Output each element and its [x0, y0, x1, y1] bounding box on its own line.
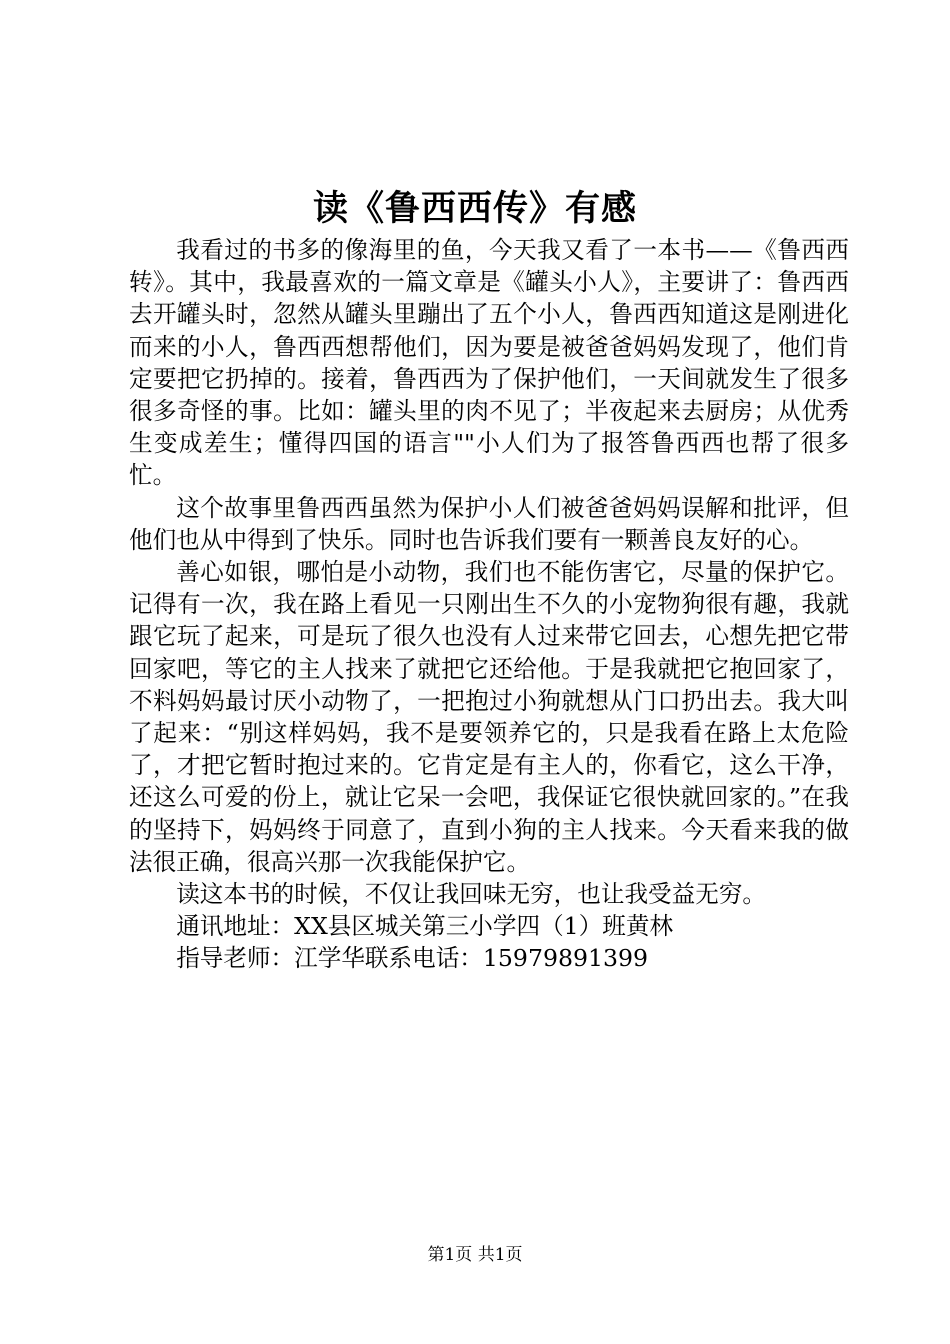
document-body	[129, 234, 849, 975]
document-title: 读《鲁西西传》有感	[312, 188, 637, 229]
page-number-footer: 第1页 共1页	[427, 1245, 523, 1265]
paragraph-story-summary: 我看过的书多的像海里的鱼，今天我又看了一本书——《鲁西西转》。其中，我最喜欢的一篇文章是《罐头小人》，主要讲了：鲁西西去开罐头时，忽然从罐头里蹦出了五个小人，鲁西西知道这是刚进化而来的小人，鲁西西想帮他们，因为要是被爸爸妈妈发现了，他们肯定要把它扔掉的。接着，鲁西西为了保护他们，一天间就发生了很多很多奇怪的事。比如：罐头里的肉不见了；半夜起来去厨房；从优秀生变成差生；懂得四国的语言""小人们为了报答鲁西西也帮了很多忙。	[129, 236, 849, 490]
paragraph-story-meaning: 这个故事里鲁西西虽然为保护小人们被爸爸妈妈误解和批评，但他们也从中得到了快乐。同时也告诉我们要有一颗善良友好的心。	[129, 493, 849, 554]
paragraph-teacher-contact: 指导老师：江学华联系电话：15979891399	[176, 944, 649, 973]
paragraph-personal-experience: 善心如银，哪怕是小动物，我们也不能伤害它，尽量的保护它。记得有一次，我在路上看见一只刚出生不久的小宠物狗很有趣，我就跟它玩了起来，可是玩了很久也没有人过来带它回去，心想先把它带回家吧，等它的主人找来了就把它还给他。于是我就把它抱回家了，不料妈妈最讨厌小动物了，一把抱过小狗就想从门口扔出去。我大叫了起来：“别这样妈妈，我不是要领养它的，只是我看在路上太危险了，才把它暂时抱过来的。它肯定是有主人的，你看它，这么干净，还这么可爱的份上，就让它呆一会吧，我保证它很快就回家的。”在我的坚持下，妈妈终于同意了，直到小狗的主人找来。今天看来我的做法很正确，很高兴那一次我能保护它。	[129, 558, 849, 876]
paragraph-conclusion: 读这本书的时候，不仅让我回味无穷，也让我受益无穷。	[176, 880, 767, 909]
paragraph-address: 通讯地址：XX县区城关第三小学四（1）班黄林	[176, 912, 674, 941]
